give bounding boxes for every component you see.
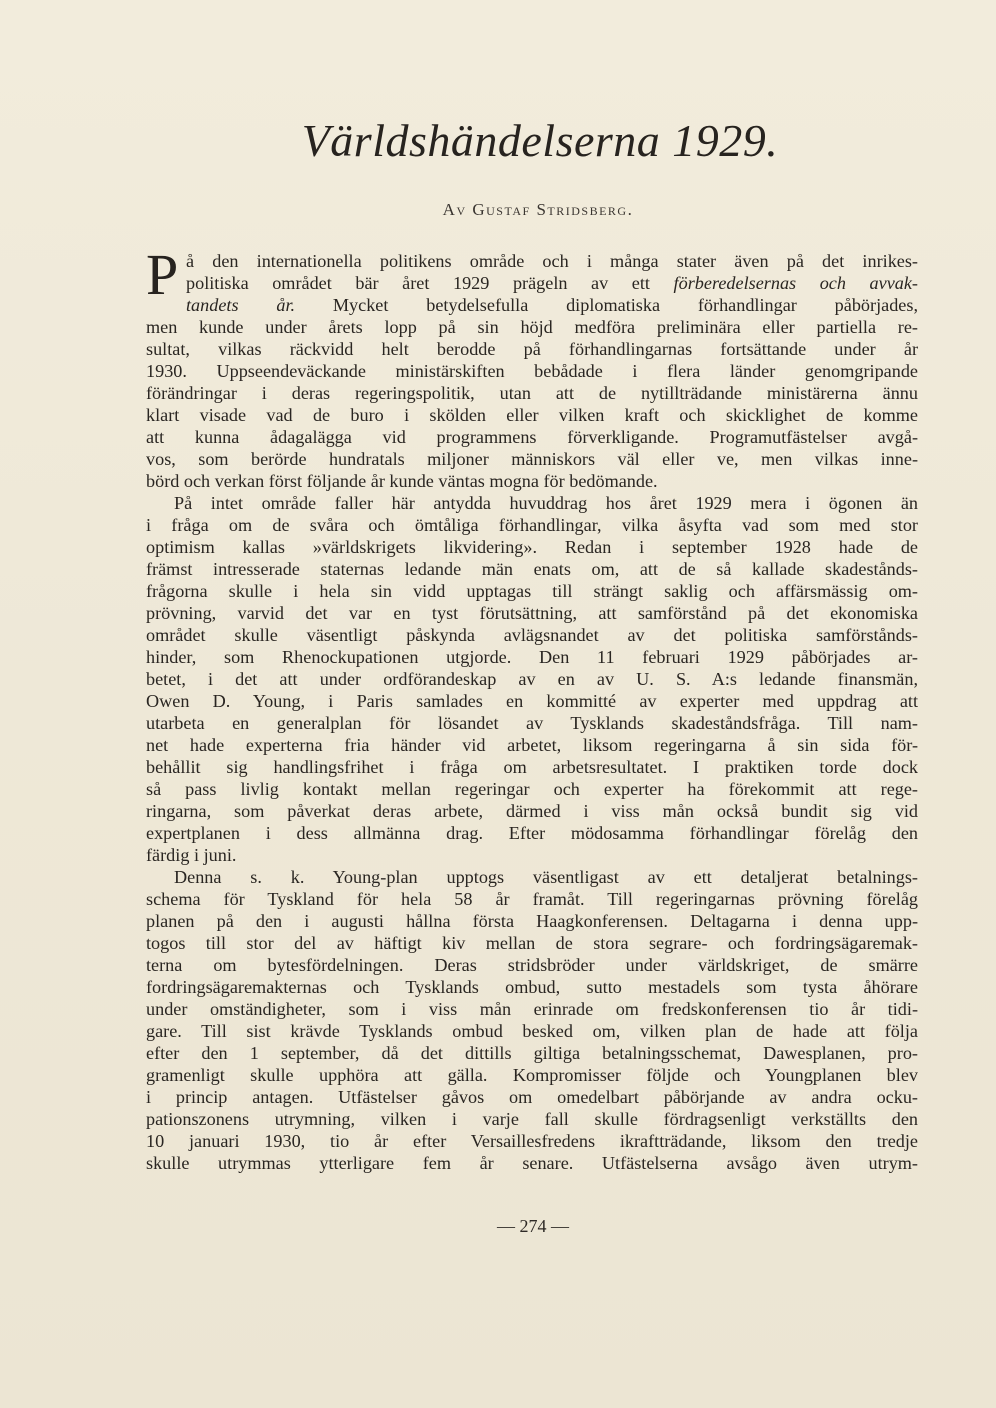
body-line [146, 294, 918, 316]
body-line: området skulle väsentligt påskynda avlägsnandet av det politiska samförstånds- [146, 625, 918, 645]
body-line: terna om bytesfördelningen. Deras stridsbröder under världskriget, de smärre [146, 955, 918, 975]
body-line: gramenligt skulle upphöra att gälla. Kompromisser följde och Youngplanen blev [146, 1065, 918, 1085]
body-line [146, 272, 918, 294]
body-line: i princip antagen. Utfästelser gåvos om omedelbart påbörjande av andra ocku- [146, 1087, 918, 1107]
italic-phrase: förberedelsernas och avvak- [673, 273, 918, 293]
article-title: Världshändelserna 1929. [301, 115, 779, 166]
page-number: — 274 — [497, 1216, 569, 1236]
body-line: optimism kallas »världskrigets likvidering». Redan i september 1928 hade de [146, 537, 918, 557]
body-line: förändringar i deras regeringspolitik, utan att de nytillträdande ministärerna ännu [146, 383, 918, 403]
body-line: togos till stor del av häftigt kiv mellan de stora segrare- och fordringsägaremak- [146, 933, 918, 953]
body-line: planen på den i augusti hållna första Haagkonferensen. Deltagarna i denna upp- [146, 911, 918, 931]
body-line: börd och verkan först följande år kunde väntas mogna för bedömande. [146, 471, 658, 491]
body-line: under omständigheter, som i viss mån erinrade om fredskonferensen tio år tidi- [146, 999, 918, 1019]
body-line: i fråga om de svåra och ömtåliga förhandlingar, vilka åsyfta vad som med stor [146, 515, 918, 535]
body-line: sultat, vilkas räckvidd helt berodde på förhandlingarnas fortsättande under år [146, 339, 918, 359]
body-line: färdig i juni. [146, 845, 237, 865]
body-line: så pass livlig kontakt mellan regeringar och experter ha förekommit att rege- [146, 779, 918, 799]
body-line: att kunna ådagalägga vid programmens förverkligande. Programutfästelser avgå- [146, 427, 918, 447]
drop-cap: P [146, 242, 179, 307]
body-line: främst intresserade staternas ledande män enats om, att de så kallade skadestånds- [146, 559, 918, 579]
body-line: expertplanen i dess allmänna drag. Efter mödosamma förhandlingar förelåg den [146, 823, 918, 843]
body-line: klart visade vad de buro i skölden eller vilken kraft och skicklighet de komme [146, 405, 918, 425]
body-line: skulle utrymmas ytterligare fem år senare. Utfästelserna avsågo även utrym- [146, 1153, 918, 1173]
body-line: net hade experterna fria händer vid arbetet, liksom regeringarna å sin sida för- [146, 735, 918, 755]
body-line: betet, i det att under ordförandeskap av en av U. S. A:s ledande finansmän, [146, 669, 918, 689]
body-line-text: Mycket betydelsefulla diplomatiska förhandlingar påbörjades, [295, 295, 918, 315]
body-line: pationszonens utrymning, vilken i varje fall skulle fördragsenligt verkställts den [146, 1109, 918, 1129]
body-line: Owen D. Young, i Paris samlades en kommitté av experter med uppdrag att [146, 691, 918, 711]
body-line: schema för Tyskland för hela 58 år framåt. Till regeringarnas prövning förelåg [146, 889, 918, 909]
body-line: Denna s. k. Young-plan upptogs väsentligast av ett detaljerat betalnings- [174, 867, 918, 887]
article-byline: Av Gustaf Stridsberg. [442, 200, 634, 219]
body-line: vos, som berörde hundratals miljoner människors väl eller ve, men vilkas inne- [146, 449, 918, 469]
article-body [146, 242, 918, 1174]
body-line: utarbeta en generalplan för lösandet av Tysklands skadeståndsfråga. Till nam- [146, 713, 918, 733]
body-line: prövning, varvid det var en tyst förutsättning, att samförstånd på det ekonomiska [146, 603, 918, 623]
body-line: hinder, som Rhenockupationen utgjorde. Den 11 februari 1929 påbörjades ar- [146, 647, 918, 667]
body-line-text: politiska området bär året 1929 prägeln av ett [186, 273, 674, 293]
italic-phrase: tandets år. [186, 295, 296, 315]
body-line: ringarna, som påverkat deras arbete, därmed i viss mån också bundit sig vid [146, 801, 918, 821]
body-line: fordringsägaremakternas och Tysklands ombud, sutto mestadels som tysta åhörare [146, 977, 918, 997]
body-line: å den internationella politikens område och i många stater även på det inrikes- [186, 251, 918, 271]
body-line: men kunde under årets lopp på sin höjd medföra preliminära eller partiella re- [146, 317, 918, 337]
body-line: 1930. Uppseendeväckande ministärskiften bebådade i flera länder genomgripande [146, 361, 918, 381]
body-line: behållit sig handlingsfrihet i fråga om arbetsresultatet. I praktiken torde dock [146, 757, 918, 777]
body-line: På intet område faller här antydda huvuddrag hos året 1929 mera i ögonen än [174, 493, 918, 513]
body-line: efter den 1 september, då det dittills giltiga betalningsschemat, Dawesplanen, pro- [146, 1043, 918, 1063]
body-line: 10 januari 1930, tio år efter Versaillesfredens ikraftträdande, liksom den tredje [146, 1131, 918, 1151]
body-line: gare. Till sist krävde Tysklands ombud besked om, vilken plan de hade att följa [146, 1021, 918, 1041]
body-line: frågorna skulle i hela sin vidd upptagas till strängt saklig och affärsmässig om- [146, 581, 918, 601]
